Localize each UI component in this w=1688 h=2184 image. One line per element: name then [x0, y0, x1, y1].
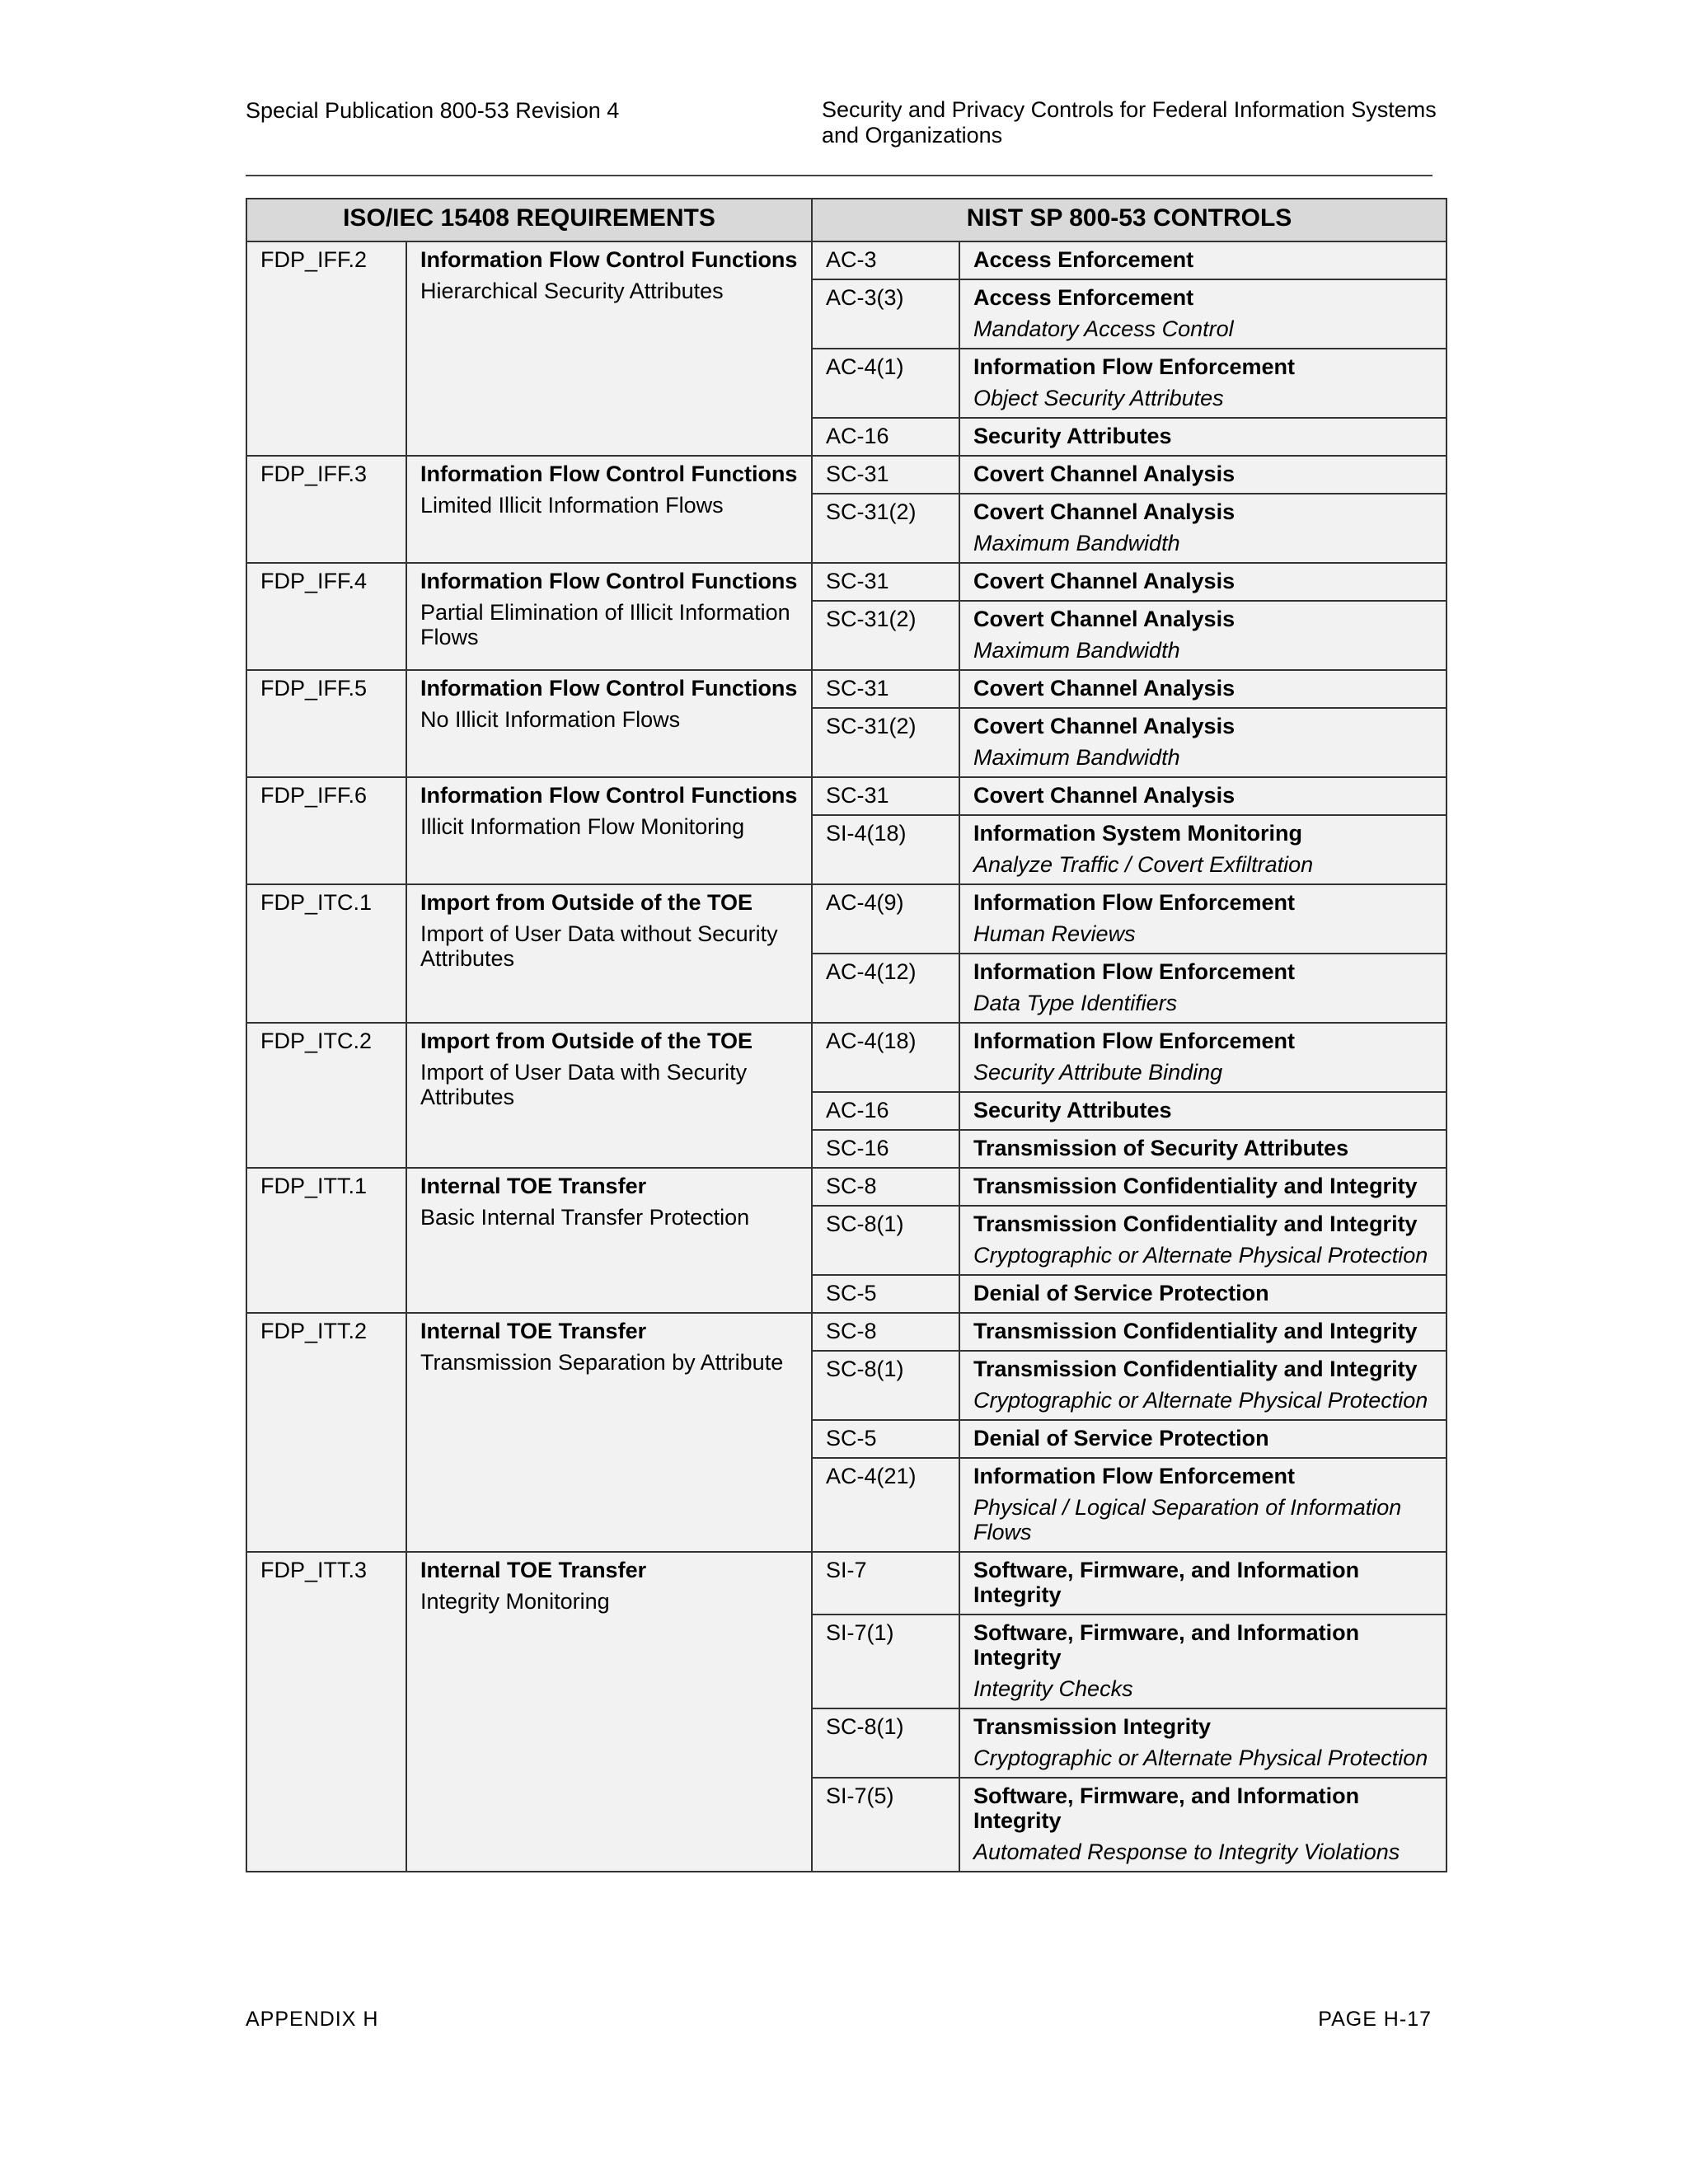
nist-control-id: AC-4(9): [812, 884, 959, 954]
mapping-table: [246, 198, 1447, 1872]
nist-control-description: [959, 708, 1447, 777]
nist-control-enhancement: Human Reviews: [973, 921, 1136, 946]
nist-control-title: Information Flow Enforcement: [973, 890, 1296, 915]
nist-control-enhancement: Analyze Traffic / Covert Exfiltration: [973, 852, 1314, 877]
table-row: [246, 1313, 1447, 1351]
nist-control-id: SC-31(2): [812, 494, 959, 563]
nist-control-description: [959, 1552, 1447, 1615]
col-header-nist: NIST SP 800-53 CONTROLS: [812, 199, 1447, 241]
nist-control-id: AC-16: [812, 418, 959, 456]
iso-requirement-title: Information Flow Control Functions: [420, 676, 798, 701]
nist-control-description: [959, 777, 1447, 815]
nist-control-description: [959, 1420, 1447, 1458]
nist-control-title: Information Flow Enforcement: [973, 959, 1296, 984]
nist-control-enhancement: Integrity Checks: [973, 1676, 1133, 1701]
nist-control-id: SC-8(1): [812, 1351, 959, 1420]
iso-requirement-description: [406, 1313, 812, 1552]
nist-control-description: [959, 1130, 1447, 1168]
nist-control-enhancement: Maximum Bandwidth: [973, 638, 1180, 663]
nist-control-id: SC-31: [812, 563, 959, 601]
iso-requirement-description: [406, 1552, 812, 1872]
nist-control-enhancement: Data Type Identifiers: [973, 991, 1178, 1015]
nist-control-id: SC-5: [812, 1275, 959, 1313]
iso-requirement-title: Import from Outside of the TOE: [420, 1029, 753, 1053]
nist-control-id: SI-7(5): [812, 1778, 959, 1872]
nist-control-title: Transmission Confidentiality and Integrity: [973, 1319, 1418, 1343]
table-row: [246, 1552, 1447, 1615]
table-row: [246, 456, 1447, 494]
table-row: [246, 563, 1447, 601]
iso-requirement-title: Information Flow Control Functions: [420, 462, 798, 486]
nist-control-description: [959, 1206, 1447, 1275]
nist-control-id: SC-31: [812, 670, 959, 708]
nist-control-enhancement: Object Security Attributes: [973, 386, 1224, 410]
iso-requirement-title: Internal TOE Transfer: [420, 1174, 647, 1198]
iso-requirement-description: [406, 563, 812, 670]
nist-control-id: SC-31: [812, 777, 959, 815]
nist-control-id: SC-31(2): [812, 601, 959, 670]
header-divider: [246, 175, 1432, 176]
nist-control-description: [959, 601, 1447, 670]
nist-control-title: Transmission Integrity: [973, 1714, 1212, 1739]
nist-control-description: [959, 456, 1447, 494]
footer-page-number: PAGE H-17: [1318, 2008, 1432, 2031]
header-title-line2: and Organizations: [822, 123, 1003, 148]
nist-control-id: SI-7: [812, 1552, 959, 1615]
iso-requirement-title: Information Flow Control Functions: [420, 247, 798, 272]
nist-control-id: AC-4(18): [812, 1023, 959, 1092]
nist-control-id: AC-4(12): [812, 954, 959, 1023]
nist-control-id: SC-16: [812, 1130, 959, 1168]
nist-control-title: Information Flow Enforcement: [973, 1029, 1296, 1053]
footer-appendix: APPENDIX H: [246, 2008, 379, 2031]
nist-control-title: Covert Channel Analysis: [973, 676, 1236, 701]
nist-control-description: [959, 1351, 1447, 1420]
iso-requirement-description: [406, 241, 812, 456]
nist-control-description: [959, 1168, 1447, 1206]
nist-control-description: [959, 1458, 1447, 1552]
nist-control-title: Transmission Confidentiality and Integrity: [973, 1357, 1418, 1381]
iso-requirement-title: Internal TOE Transfer: [420, 1558, 647, 1582]
nist-control-enhancement: Cryptographic or Alternate Physical Protection: [973, 1243, 1428, 1268]
iso-requirement-title: Information Flow Control Functions: [420, 569, 798, 593]
iso-requirement-subtitle: No Illicit Information Flows: [420, 707, 681, 732]
table-row: [246, 777, 1447, 815]
nist-control-description: [959, 1615, 1447, 1708]
nist-control-description: [959, 1092, 1447, 1130]
nist-control-title: Denial of Service Protection: [973, 1426, 1269, 1451]
iso-requirement-title: Import from Outside of the TOE: [420, 890, 753, 915]
iso-requirement-id: FDP_IFF.6: [246, 777, 406, 884]
iso-requirement-description: [406, 670, 812, 777]
iso-requirement-id: FDP_IFF.4: [246, 563, 406, 670]
nist-control-title: Information Flow Enforcement: [973, 354, 1296, 379]
nist-control-title: Covert Channel Analysis: [973, 607, 1236, 631]
nist-control-title: Information Flow Enforcement: [973, 1464, 1296, 1488]
iso-requirement-id: FDP_IFF.2: [246, 241, 406, 456]
nist-control-description: [959, 1313, 1447, 1351]
nist-control-description: [959, 670, 1447, 708]
nist-control-id: SC-31(2): [812, 708, 959, 777]
nist-control-description: [959, 563, 1447, 601]
nist-control-description: [959, 1275, 1447, 1313]
iso-requirement-subtitle: Hierarchical Security Attributes: [420, 279, 724, 303]
nist-control-title: Covert Channel Analysis: [973, 783, 1236, 808]
nist-control-title: Software, Firmware, and Information Integrity: [973, 1558, 1360, 1607]
iso-requirement-id: FDP_ITT.2: [246, 1313, 406, 1552]
header-title-line1: Security and Privacy Controls for Federal Information Systems: [822, 97, 1437, 122]
nist-control-title: Transmission Confidentiality and Integrity: [973, 1174, 1418, 1198]
iso-requirement-subtitle: Import of User Data with Security Attributes: [420, 1060, 748, 1109]
nist-control-description: [959, 1023, 1447, 1092]
iso-requirement-description: [406, 1023, 812, 1168]
nist-control-title: Access Enforcement: [973, 247, 1194, 272]
col-header-iso: ISO/IEC 15408 REQUIREMENTS: [246, 199, 812, 241]
nist-control-enhancement: Security Attribute Binding: [973, 1060, 1223, 1085]
iso-requirement-subtitle: Partial Elimination of Illicit Information Flows: [420, 600, 790, 649]
iso-requirement-id: FDP_IFF.5: [246, 670, 406, 777]
iso-requirement-description: [406, 1168, 812, 1313]
iso-requirement-title: Internal TOE Transfer: [420, 1319, 647, 1343]
iso-requirement-subtitle: Import of User Data without Security Attributes: [420, 921, 778, 971]
iso-requirement-subtitle: Limited Illicit Information Flows: [420, 493, 724, 518]
nist-control-description: [959, 1778, 1447, 1872]
nist-control-description: [959, 494, 1447, 563]
header-title: [822, 97, 1448, 148]
nist-control-title: Security Attributes: [973, 1098, 1172, 1122]
nist-control-title: Covert Channel Analysis: [973, 714, 1236, 738]
nist-control-id: SC-8: [812, 1313, 959, 1351]
iso-requirement-subtitle: Basic Internal Transfer Protection: [420, 1205, 750, 1230]
nist-control-description: [959, 349, 1447, 418]
iso-requirement-description: [406, 884, 812, 1023]
nist-control-description: [959, 815, 1447, 884]
nist-control-description: [959, 241, 1447, 279]
iso-requirement-id: FDP_ITC.2: [246, 1023, 406, 1168]
nist-control-description: [959, 884, 1447, 954]
iso-requirement-id: FDP_IFF.3: [246, 456, 406, 563]
nist-control-title: Transmission Confidentiality and Integrity: [973, 1212, 1418, 1236]
nist-control-description: [959, 954, 1447, 1023]
table-row: [246, 241, 1447, 279]
iso-requirement-description: [406, 456, 812, 563]
nist-control-id: AC-4(21): [812, 1458, 959, 1552]
nist-control-id: SC-8: [812, 1168, 959, 1206]
nist-control-title: Access Enforcement: [973, 285, 1194, 310]
nist-control-title: Transmission of Security Attributes: [973, 1136, 1349, 1160]
table-row: [246, 1168, 1447, 1206]
nist-control-enhancement: Cryptographic or Alternate Physical Protection: [973, 1746, 1428, 1770]
table-row: [246, 670, 1447, 708]
nist-control-title: Information System Monitoring: [973, 821, 1303, 846]
nist-control-id: SI-7(1): [812, 1615, 959, 1708]
iso-requirement-subtitle: Illicit Information Flow Monitoring: [420, 814, 745, 839]
nist-control-enhancement: Maximum Bandwidth: [973, 531, 1180, 555]
nist-control-id: SC-31: [812, 456, 959, 494]
nist-control-id: SC-8(1): [812, 1708, 959, 1778]
nist-control-title: Denial of Service Protection: [973, 1281, 1269, 1305]
table-header-row: [246, 199, 1447, 241]
nist-control-title: Security Attributes: [973, 424, 1172, 448]
iso-requirement-subtitle: Transmission Separation by Attribute: [420, 1350, 784, 1375]
nist-control-title: Software, Firmware, and Information Integrity: [973, 1620, 1360, 1670]
nist-control-title: Software, Firmware, and Information Integrity: [973, 1783, 1360, 1833]
nist-control-description: [959, 1708, 1447, 1778]
iso-requirement-id: FDP_ITT.3: [246, 1552, 406, 1872]
nist-control-enhancement: Cryptographic or Alternate Physical Protection: [973, 1388, 1428, 1413]
nist-control-description: [959, 418, 1447, 456]
table-row: [246, 1023, 1447, 1092]
nist-control-id: AC-4(1): [812, 349, 959, 418]
nist-control-title: Covert Channel Analysis: [973, 499, 1236, 524]
nist-control-id: SI-4(18): [812, 815, 959, 884]
table-body: [246, 241, 1447, 1872]
nist-control-enhancement: Mandatory Access Control: [973, 316, 1234, 341]
nist-control-id: AC-3: [812, 241, 959, 279]
header-publication: Special Publication 800-53 Revision 4: [246, 98, 620, 123]
nist-control-description: [959, 279, 1447, 349]
nist-control-title: Covert Channel Analysis: [973, 462, 1236, 486]
iso-requirement-subtitle: Integrity Monitoring: [420, 1589, 610, 1614]
nist-control-id: AC-16: [812, 1092, 959, 1130]
nist-control-title: Covert Channel Analysis: [973, 569, 1236, 593]
iso-requirement-id: FDP_ITC.1: [246, 884, 406, 1023]
nist-control-id: AC-3(3): [812, 279, 959, 349]
iso-requirement-title: Information Flow Control Functions: [420, 783, 798, 808]
iso-requirement-description: [406, 777, 812, 884]
nist-control-enhancement: Automated Response to Integrity Violations: [973, 1840, 1400, 1864]
nist-control-id: SC-8(1): [812, 1206, 959, 1275]
nist-control-id: SC-5: [812, 1420, 959, 1458]
table-row: [246, 884, 1447, 954]
nist-control-enhancement: Physical / Logical Separation of Information Flows: [973, 1495, 1402, 1544]
nist-control-enhancement: Maximum Bandwidth: [973, 745, 1180, 770]
iso-requirement-id: FDP_ITT.1: [246, 1168, 406, 1313]
